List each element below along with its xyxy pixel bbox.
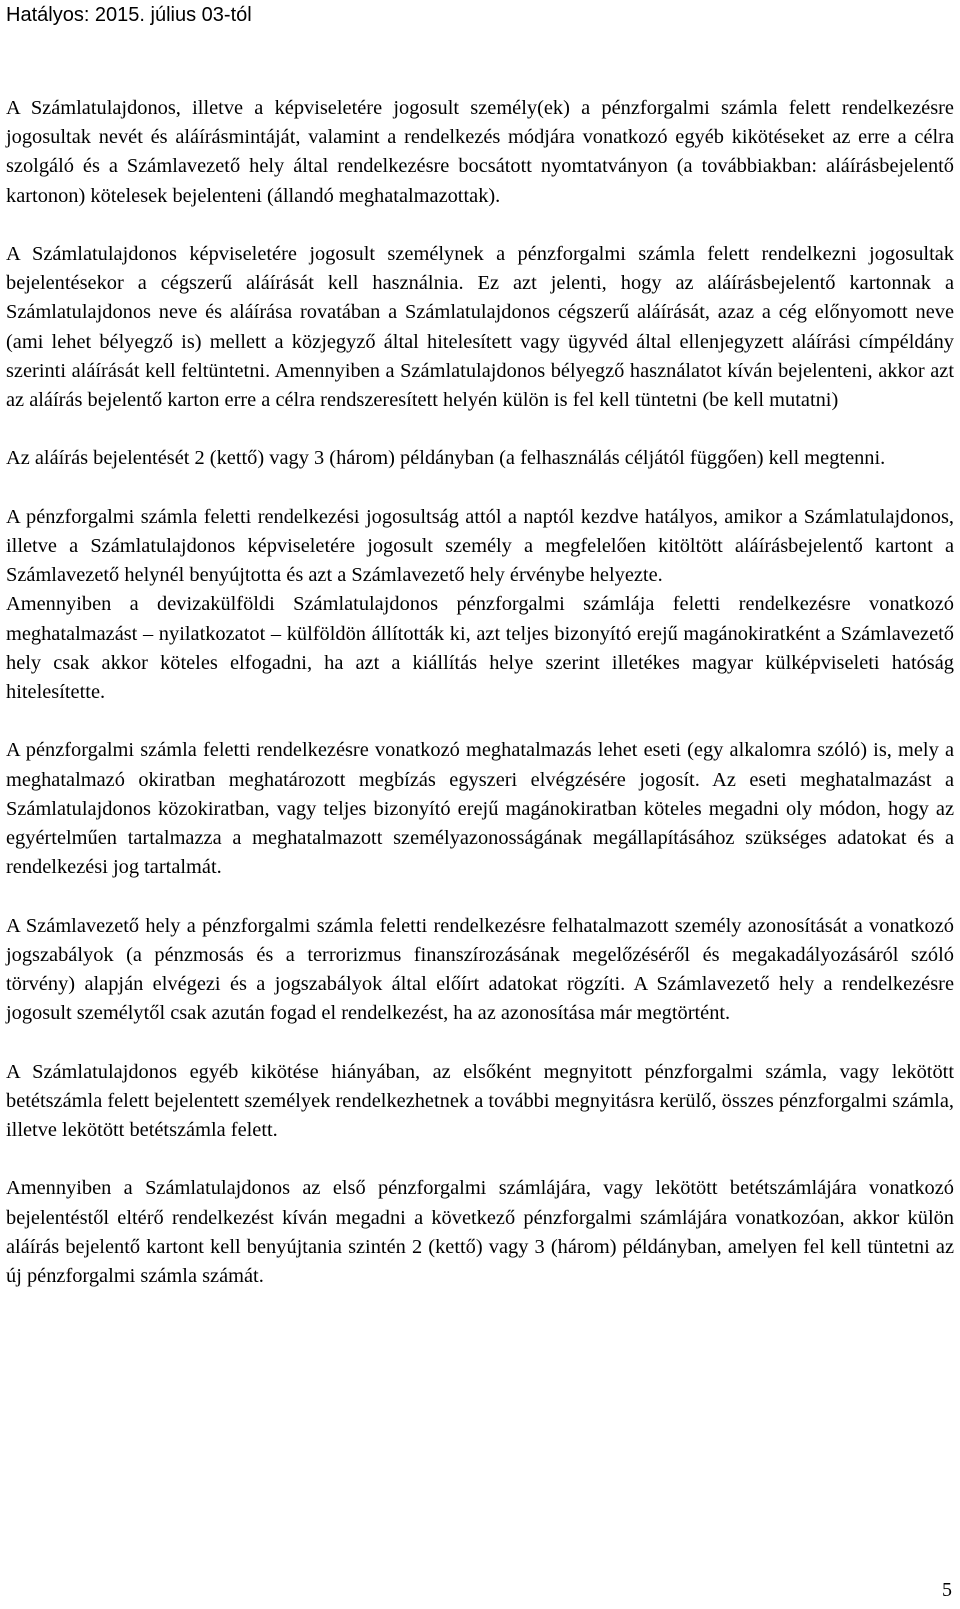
paragraph-company-signature: A Számlatulajdonos képviseletére jogosult személynek a pénzforgalmi számla felett rendelkezni jogosultak bejelentésekor a cégszerű aláírását kell használnia. Ez azt jelenti, hogy az aláírásbejelentő kartonnak a Számlatulajdonos neve és aláírása rovatában a Számlatulajdonos cégszerű aláírását, azaz a cég előnyomott neve (ami lehet bélyegző is) mellett a közjegyző által hitelesített vagy ügyvéd által ellenjegyzett aláírási címpéldány szerinti aláírását kell feltüntetni. Amennyiben a Számlatulajdonos bélyegző használatot kíván bejelenteni, akkor azt az aláírás bejelentő karton erre a célra rendszeresített helyén külön is fel kell tüntetni (be kell mutatni) [6, 243, 954, 412]
page-number: 5 [942, 1579, 952, 1601]
paragraph-different-disposition: Amennyiben a Számlatulajdonos az első pénzforgalmi számlájára, vagy lekötött betétszámlájára vonatkozó bejelentéstől eltérő rendelkezést kíván megadni a következő pénzforgalmi számlájára vonatkozóan, akkor külön aláírás bejelentő kartont kell benyújtania szintén 2 (kettő) vagy 3 (három) példányban, amelyen fel kell tüntetni az új pénzforgalmi számla számát. [6, 1177, 954, 1288]
paragraph-identification: A Számlavezető hely a pénzforgalmi számla feletti rendelkezésre felhatalmazott személy azonosítását a vonatkozó jogszabályok (a pénzmosás és a terrorizmus finanszírozásának megelőzéséről és megakadályozásáról szóló törvény) alapján elvégezi és a jogszabályok által előírt adatokat rögzíti. A Számlavezető hely a rendelkezésre jogosult személytől csak azután fogad el rendelkezést, ha az azonosítása már megtörtént. [6, 914, 954, 1025]
effective-date-header: Hatályos: 2015. július 03-tól [6, 4, 252, 26]
paragraph-one-off-authorization: A pénzforgalmi számla feletti rendelkezésre vonatkozó meghatalmazás lehet eseti (egy alkalomra szóló) is, mely a meghatalmazó okiratban meghatározott megbízás egyszeri elvégzésére jogosít. Az eseti meghatalmazást a Számlatulajdonos közokiratban, vagy teljes bizonyító erejű magánokiratban köteles megadni oly módon, hogy az egyértelműen tartalmazza a meghatalmazott személyazonosságának megállapításához szükséges adatokat és a rendelkezési jog tartalmát. [6, 739, 954, 879]
document-body [6, 94, 954, 1291]
paragraph-foreign-authorization: Amennyiben a devizakülföldi Számlatulajdonos pénzforgalmi számlája feletti rendelkezésre vonatkozó meghatalmazást – nyilatkozatot – külföldön állították ki, azt teljes bizonyító erejű magánokiratként a Számlavezető hely csak akkor köteles elfogadni, ha azt a kiállítás helye szerint illetékes magyar külképviseleti hatóság hitelesítette. [6, 593, 954, 704]
paragraph-copies: Az aláírás bejelentését 2 (kettő) vagy 3 (három) példányban (a felhasználás céljától függően) kell megtenni. [6, 447, 886, 470]
paragraph-signatories: A Számlatulajdonos, illetve a képviseletére jogosult személy(ek) a pénzforgalmi számla felett rendelkezésre jogosultak nevét és aláírásmintáját, valamint a rendelkezés módjára vonatkozó egyéb kikötéseket az erre a célra szolgáló és a Számlavezető hely által rendelkezésre bocsátott nyomtatványon (a továbbiakban: aláírásbejelentő kartonon) kötelesek bejelenteni (állandó meghatalmazottak). [6, 97, 954, 207]
paragraph-effective-right: A pénzforgalmi számla feletti rendelkezési jogosultság attól a naptól kezdve hatályos, amikor a Számlatulajdonos, illetve a Számlatulajdonos képviseletére jogosult személy a megfelelően kitöltött aláírásbejelentő kartont a Számlavezető helynél benyújtotta és azt a Számlavezető hely érvénybe helyezte. [6, 505, 954, 587]
paragraph-default-rights: A Számlatulajdonos egyéb kikötése hiányában, az elsőként megnyitott pénzforgalmi számla, vagy lekötött betétszámla felett bejelentett személyek rendelkezhetnek a további megnyitásra kerülő, összes pénzforgalmi számla, illetve lekötött betétszámla felett. [6, 1060, 954, 1142]
